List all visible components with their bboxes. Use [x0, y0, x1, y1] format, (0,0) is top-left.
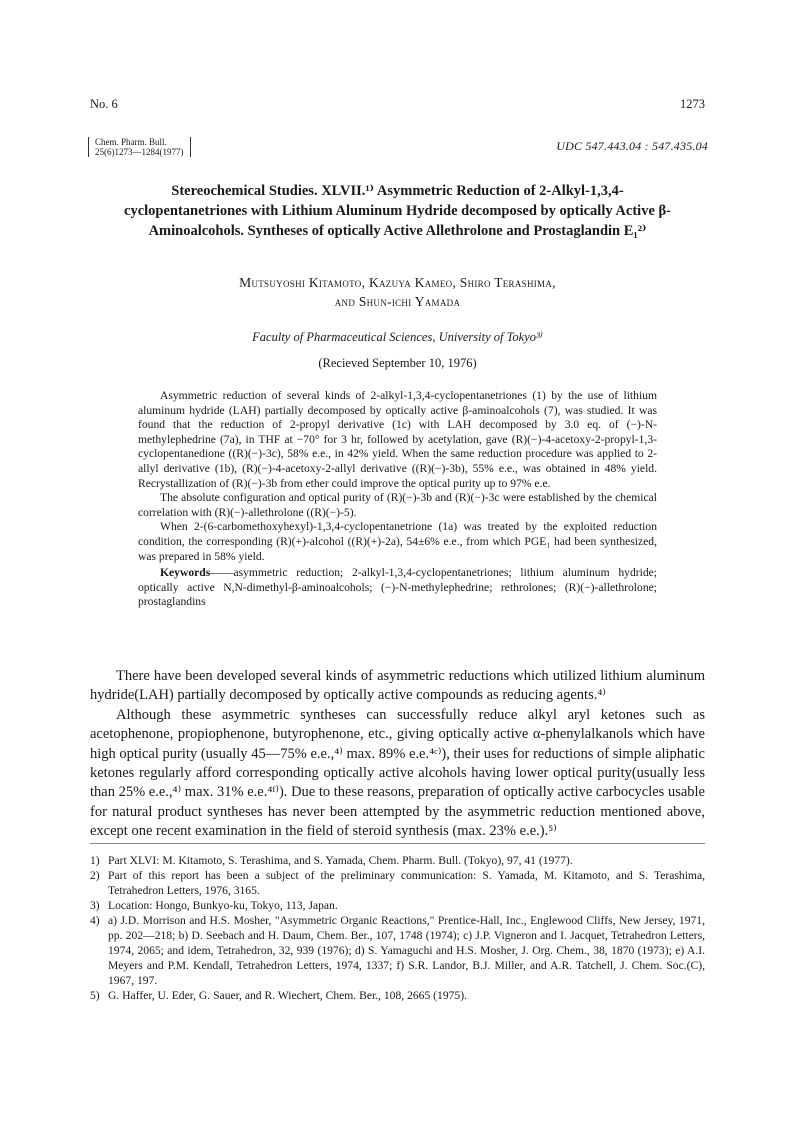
metadata-line	[88, 137, 708, 159]
footnote-number: 3)	[90, 899, 100, 912]
footnote-text: Part of this report has been a subject of the preliminary communication: S. Yamada, M. Kitamoto, and S. Terashima, Tetrahedron Letters, 1976, 3165.	[108, 869, 705, 897]
page-number: 1273	[680, 97, 705, 111]
footnote-number: 5)	[90, 989, 100, 1002]
received-date: (Recieved September 10, 1976)	[318, 356, 477, 370]
author-list	[120, 273, 675, 311]
body-paragraph-1: There have been developed several kinds of asymmetric reductions which utilized lithium aluminum hydride(LAH) partially decomposed by optically active compounds as reducing agents.⁴⁾	[90, 668, 705, 704]
footnote	[90, 853, 705, 868]
footnote	[90, 913, 705, 988]
footnote-text: G. Haffer, U. Eder, G. Sauer, and R. Wiechert, Chem. Ber., 108, 2665 (1975).	[108, 989, 467, 1002]
article-title: Stereochemical Studies. XLVII.¹⁾ Asymmetric Reduction of 2-Alkyl-1,3,4-cyclopentanetriones with Lithium Aluminum Hydride decomposed by optically Active β-Aminoalcohols. Syntheses of optically Active Allethrolone and Prostaglandin E₁²⁾	[124, 183, 671, 239]
journal-citation	[88, 137, 191, 157]
abstract	[138, 389, 657, 610]
footnotes	[90, 853, 705, 1003]
footnote-divider	[90, 843, 705, 844]
keywords-label: Keywords	[160, 566, 211, 580]
footnote-text: Part XLVI: M. Kitamoto, S. Terashima, and S. Yamada, Chem. Pharm. Bull. (Tokyo), 97, 41 (1977).	[108, 854, 573, 867]
abstract-paragraph-3: When 2-(6-carbomethoxyhexyl)-1,3,4-cyclopentanetrione (1a) was treated by the exploited reduction condition, the corresponding (R)(+)-alcohol ((R)(+)-2a), 54±6% e.e., from which PGE₁ had been synthesized, was prepared in 58% yield.	[138, 520, 657, 563]
authors-line-1: Mutsuyoshi Kitamoto, Kazuya Kameo, Shiro Terashima,	[239, 275, 556, 290]
body-paragraph-2: Although these asymmetric syntheses can successfully reduce alkyl aryl ketones such as acetophenone, propiophenone, butyrophenone, etc., giving optically active α-phenylalkanols which have high optical purity (usually 45—75% e.e.,⁴⁾ max. 89% e.e.⁴ᶜ⁾), their uses for reductions of simple aliphatic ketones regularly afford corresponding optically active alcohols having lower optical purity(usually less than 25% e.e.,⁴⁾ max. 31% e.e.⁴ᶠ⁾). Due to these reasons, preparation of optically active carbocycles usable for natural product syntheses has never been attempted by the asymmetric reduction mentioned above, except one recent examination in the field of steroid synthesis (max. 23% e.e.).⁵⁾	[90, 706, 705, 840]
journal-volume-pages: 25(6)1273—1284(1977)	[95, 147, 184, 157]
keywords	[138, 566, 657, 610]
footnote-text: Location: Hongo, Bunkyo-ku, Tokyo, 113, Japan.	[108, 899, 338, 912]
affiliation: Faculty of Pharmaceutical Sciences, University of Tokyo³⁾	[252, 330, 543, 344]
abstract-paragraph-1: Asymmetric reduction of several kinds of 2-alkyl-1,3,4-cyclopentanetriones (1) by the use of lithium aluminum hydride (LAH) partially decomposed by optically active β-aminoalcohols (7), was studied. It was found that the reduction of 2-propyl derivative (1c) with LAH decomposed by 3.0 eq. of (−)-N-methylephedrine (7a), in THF at −70° for 3 hr, followed by acetylation, gave (R)(−)-4-acetoxy-2-propyl-1,3-cyclopentanedione ((R)(−)-3c), 58% e.e., in 42% yield. When the same reduction procedure was applied to 2-allyl derivative (1b), (R)(−)-4-acetoxy-2-allyl derivative ((R)(−)-3b), 55% e.e., was obtained in 48% yield. Recrystallization of (R)(−)-3b from ether could improve the optical purity up to 97% e.e.	[138, 389, 657, 490]
footnote-number: 1)	[90, 854, 100, 867]
keywords-list: ——asymmetric reduction; 2-alkyl-1,3,4-cyclopentanetriones; lithium aluminum hydride; optically active N,N-dimethyl-β-aminoalcohols; (−)-N-methylephedrine; rethrolones; (R)(−)-allethrolone; prostaglandins	[138, 566, 657, 609]
authors-line-2: and Shun-ichi Yamada	[334, 294, 461, 309]
footnote-number: 2)	[90, 869, 100, 882]
footnote	[90, 988, 705, 1003]
issue-number: No. 6	[90, 97, 118, 111]
main-text	[90, 667, 705, 842]
footnote-number: 4)	[90, 914, 100, 927]
footnote	[90, 898, 705, 913]
udc-code: UDC 547.443.04 : 547.435.04	[556, 139, 708, 153]
footnote-text: a) J.D. Morrison and H.S. Mosher, "Asymmetric Organic Reactions," Prentice-Hall, Inc., Englewood Cliffs, New Jersey, 1971, pp. 202—218; b) D. Seebach and H. Daum, Chem. Ber., 107, 1748 (1974); c) J.P. Vigneron and I. Jacquet, Tetrahedron Letters, 1974, 2065; and idem, Tetrahedron, 32, 939 (1976); d) S. Yamaguchi and H.S. Mosher, J. Org. Chem., 38, 1870 (1973); e) A.I. Meyers and P.M. Kendall, Tetrahedron Letters, 1974, 1337; f) S.R. Landor, B.J. Miller, and A.R. Tatchell, J. Chem. Soc.(C), 1967, 197.	[108, 914, 705, 987]
journal-name: Chem. Pharm. Bull.	[95, 137, 167, 147]
footnote	[90, 868, 705, 898]
running-header	[90, 97, 705, 113]
abstract-paragraph-2: The absolute configuration and optical purity of (R)(−)-3b and (R)(−)-3c were established by the chemical correlation with (R)(−)-allethrolone ((R)(−)-5).	[138, 491, 657, 519]
